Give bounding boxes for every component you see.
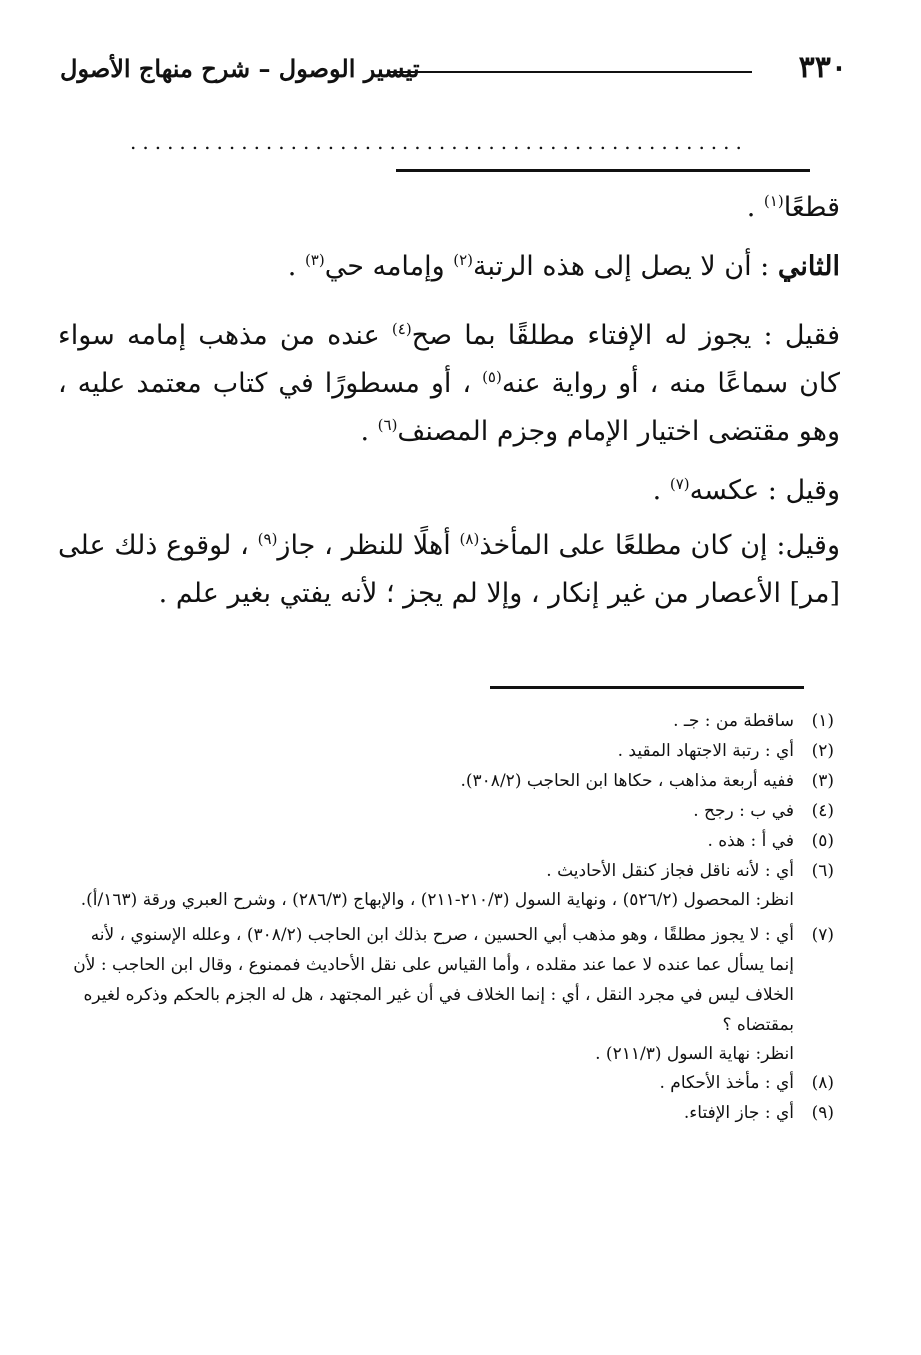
paragraph-third-opinion — [58, 522, 840, 618]
footnote-ref-6: (٦) — [377, 416, 398, 434]
footnote-2 — [62, 736, 834, 766]
footnote-4 — [62, 796, 834, 826]
footnote-text: أي : لا يجوز مطلقًا ، وهو مذهب أبي الحسين ، صرح بذلك ابن الحاجب (٣٠٨/٢) ، وعلله الإسنوي ، لأنه إنما يسأل عما عنده لا عما عند مقلده ، وأما القياس على نقل الأحاديث فممنوع ، وقال ابن الحاجب : لأن الخلاف ليس في مجرد النقل ، أي : إنما الخلاف في أن غير المجتهد ، هل له الجزم بالحكم وذكره لغيره بمقتضاه ؟ — [73, 925, 794, 1035]
footnote-ref-1: (١) — [763, 192, 784, 210]
second-case — [58, 243, 840, 291]
para3-text-2: أهلًا للنظر ، جاز — [277, 530, 460, 561]
footnote-reference: انظر: المحصول (٥٢٦/٢) ، ونهاية السول (٢١٠/٣-٢١١) ، والإبهاج (٢٨٦/٣) ، وشرح العبري ورقة (١٦٣/أ). — [80, 890, 794, 910]
para2-text: وقيل : عكسه — [689, 475, 840, 506]
footnote-ref-2: (٢) — [453, 251, 474, 269]
footnote-6 — [62, 856, 834, 914]
second-label: الثاني — [777, 251, 840, 282]
footnote-ref-5: (٥) — [482, 368, 502, 386]
footnote-number: (٤) — [811, 801, 834, 821]
footnote-text: ففيه أربعة مذاهب ، حكاها ابن الحاجب (٣٠٨/٢). — [460, 771, 794, 791]
footnote-reference: انظر: نهاية السول (٢١١/٣) . — [595, 1044, 794, 1064]
second-text-1: : أن لا يصل إلى هذه الرتبة — [473, 251, 778, 282]
footnote-text: أي : رتبة الاجتهاد المقيد . — [617, 741, 794, 761]
running-title: تيسير الوصول – شرح منهاج الأصول — [60, 54, 420, 83]
para3-text-3: ، لوقوع ذلك على [مر] الأعصار من غير إنكار ، وإلا لم يجز ؛ لأنه يفتي بغير علم . — [58, 530, 840, 609]
footnote-text: أي : مأخذ الأحكام . — [659, 1073, 794, 1093]
footnote-number: (٧) — [811, 925, 834, 945]
footnote-number: (٥) — [811, 831, 834, 851]
footnote-number: (٩) — [811, 1103, 834, 1123]
footnote-text: أي : لأنه ناقل فجاز كنقل الأحاديث . — [546, 861, 794, 881]
separator-rule — [396, 169, 810, 172]
paragraph-second-opinion — [58, 467, 840, 515]
para1-tail: . — [360, 416, 378, 447]
line-tail: . — [746, 192, 764, 223]
footnote-number: (٣) — [811, 771, 834, 791]
footnote-text: في أ : هذه . — [707, 831, 794, 851]
header-rule — [388, 71, 752, 73]
footnotes — [62, 706, 834, 1128]
para1-text-1: فقيل : يجوز له الإفتاء مطلقًا بما صح — [411, 320, 840, 351]
footnote-1 — [62, 706, 834, 736]
para1-text-2: عنده من مذهب إمامه سواء كان سماعًا منه ، أو رواية عنه — [58, 320, 841, 399]
footnote-number: (٢) — [811, 741, 834, 761]
footnote-9 — [62, 1098, 834, 1128]
footnote-ref-8: (٨) — [459, 530, 480, 548]
para2-tail: . — [652, 475, 670, 506]
footnote-rule — [490, 686, 804, 689]
footnote-5 — [62, 826, 834, 856]
footnote-number: (١) — [811, 711, 834, 731]
footnote-number: (٨) — [811, 1073, 834, 1093]
footnote-ref-3: (٣) — [304, 251, 325, 269]
page-number: ٣٣٠ — [798, 50, 847, 85]
continuation-dots: .................................................. — [130, 130, 748, 154]
footnote-text: ساقطة من : جـ . — [673, 711, 794, 731]
footnote-8 — [62, 1068, 834, 1098]
paragraph-first-opinion — [58, 312, 840, 456]
continued-line — [58, 184, 840, 232]
para3-text-1: وقيل: إن كان مطلعًا على المأخذ — [479, 530, 840, 561]
second-tail: . — [287, 251, 305, 282]
line-text: قطعًا — [783, 192, 840, 223]
second-text-2: وإمامه حي — [324, 251, 454, 282]
footnote-number: (٦) — [811, 861, 834, 881]
footnote-text: في ب : رجح . — [693, 801, 794, 821]
footnote-ref-7: (٧) — [669, 475, 690, 493]
footnote-3 — [62, 766, 834, 796]
footnote-ref-9: (٩) — [257, 530, 278, 548]
footnote-7 — [62, 920, 834, 1068]
para1-text-3: ، أو مسطورًا في كتاب معتمد عليه ، وهو مقتضى اختيار الإمام وجزم المصنف — [58, 368, 840, 447]
footnote-text: أي : جاز الإفتاء. — [683, 1103, 794, 1123]
footnote-ref-4: (٤) — [391, 320, 412, 338]
